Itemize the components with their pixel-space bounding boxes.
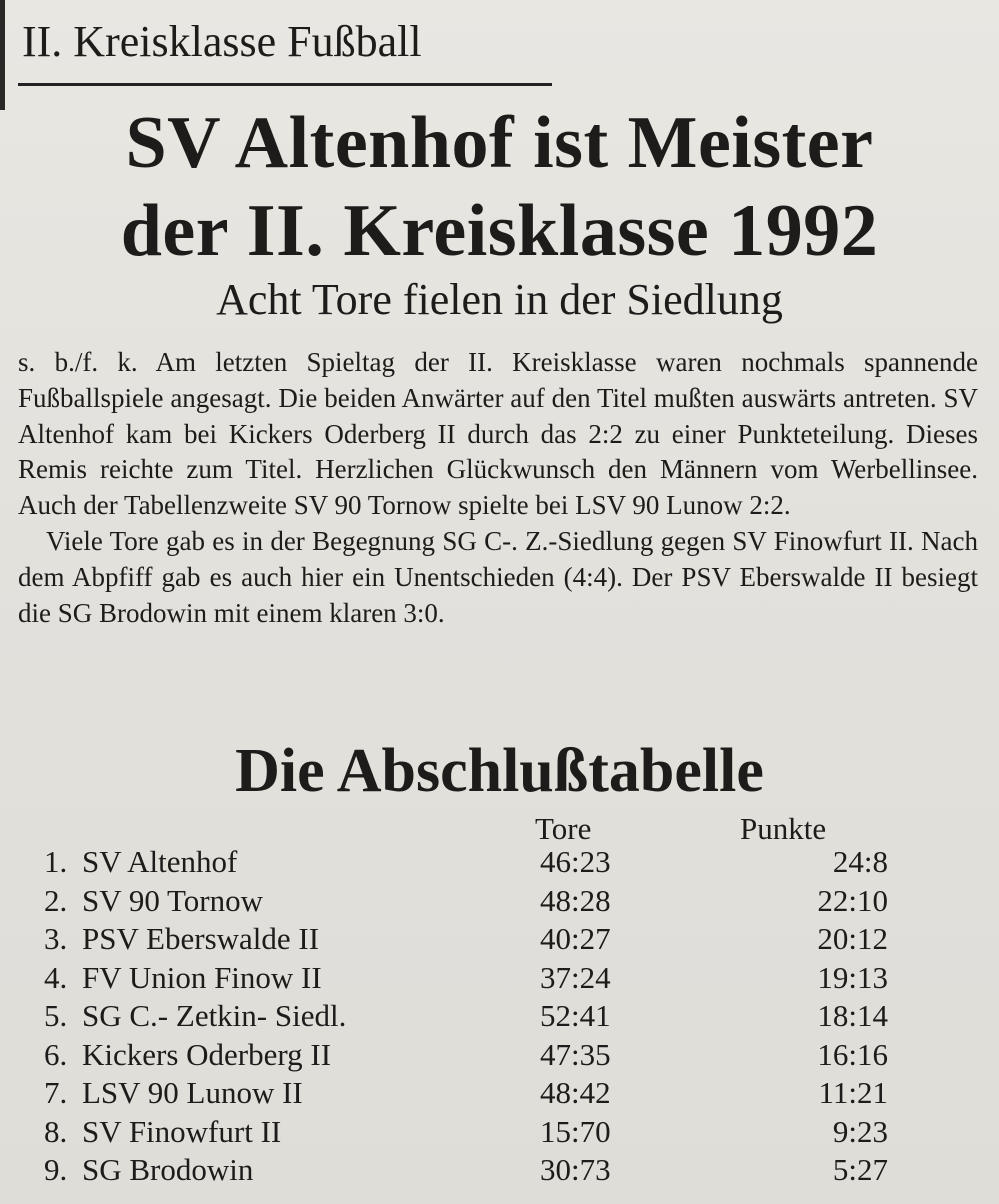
row-goals: 15:70	[540, 1113, 611, 1149]
row-goals: 47:35	[540, 1036, 611, 1072]
row-team: SV 90 Tornow	[82, 882, 263, 918]
row-team: PSV Eberswalde II	[82, 921, 320, 956]
row-points: 24:8	[832, 844, 888, 879]
row-team: SV Finowfurt II	[82, 1113, 282, 1149]
row-goals: 52:41	[540, 998, 611, 1033]
row-goals: 40:27	[540, 921, 611, 956]
kicker-underline	[18, 83, 552, 86]
row-goals: 46:23	[540, 844, 611, 879]
column-header-tore: Tore	[535, 811, 592, 846]
table-row	[0, 1151, 999, 1190]
row-team: SG Brodowin	[82, 1152, 254, 1187]
row-points: 16:16	[817, 1036, 888, 1072]
table-row	[0, 1036, 999, 1075]
article-paragraph-2: Viele Tore gab es in der Begegnung SG C-. Z.-Siedlung gegen SV Finowfurt II. Nach dem Abpfiff gab es auch hier ein Unentschieden (4:4). Der PSV Eberswalde II besiegt die SG Brodowin mit einem klaren 3:0.	[18, 525, 978, 628]
article-paragraph-1: s. b./f. k. Am letzten Spieltag der II. Kreisklasse waren nochmals spannende Fußballspiele angesagt. Die beiden Anwärter auf den Titel mußten auswärts antreten. SV Altenhof kam bei Kickers Oderberg II durch das 2:2 zu einer Punkteteilung. Dieses Remis reichte zum Titel. Herzlichen Glückwunsch den Männern vom Werbellinsee. Auch der Tabellenzweite SV 90 Tornow spielte bei LSV 90 Lunow 2:2.	[18, 347, 978, 521]
row-rank: 6.	[44, 1036, 68, 1072]
row-points: 11:21	[818, 1075, 888, 1110]
table-row	[0, 959, 999, 998]
subheadline: Acht Tore fielen in der Siedlung	[216, 275, 783, 324]
headline-line-2: der II. Kreisklasse 1992	[120, 190, 879, 272]
row-rank: 8.	[44, 1113, 68, 1149]
row-rank: 9.	[44, 1152, 68, 1187]
row-rank: 5.	[44, 998, 68, 1033]
row-points: 22:10	[817, 882, 888, 918]
row-goals: 48:42	[540, 1075, 611, 1110]
row-rank: 7.	[44, 1075, 68, 1110]
standings-table	[0, 843, 999, 1190]
headline-line-1: SV Altenhof ist Meister	[125, 102, 874, 184]
row-team: SV Altenhof	[82, 844, 238, 879]
section-kicker: II. Kreisklasse Fußball	[22, 17, 422, 66]
table-row	[0, 920, 999, 959]
row-points: 18:14	[817, 998, 888, 1033]
row-rank: 2.	[44, 882, 68, 918]
row-goals: 30:73	[540, 1152, 611, 1187]
table-title: Die Abschlußtabelle	[235, 737, 764, 805]
row-team: FV Union Finow II	[82, 959, 322, 995]
column-header-punkte: Punkte	[740, 811, 827, 846]
row-rank: 4.	[44, 959, 68, 995]
article-body	[18, 345, 978, 631]
row-goals: 37:24	[540, 959, 611, 995]
column-rule	[0, 0, 5, 110]
row-rank: 3.	[44, 921, 68, 956]
row-points: 19:13	[817, 959, 888, 995]
row-team: LSV 90 Lunow II	[82, 1075, 303, 1110]
row-rank: 1.	[44, 844, 68, 879]
table-row	[0, 997, 999, 1036]
table-row	[0, 843, 999, 882]
row-points: 20:12	[817, 921, 888, 956]
row-points: 5:27	[832, 1152, 888, 1187]
table-row	[0, 882, 999, 921]
row-team: Kickers Oderberg II	[82, 1036, 332, 1072]
table-row	[0, 1074, 999, 1113]
row-goals: 48:28	[540, 882, 611, 918]
row-team: SG C.- Zetkin- Siedl.	[82, 998, 347, 1033]
row-points: 9:23	[832, 1113, 888, 1149]
table-row	[0, 1113, 999, 1152]
